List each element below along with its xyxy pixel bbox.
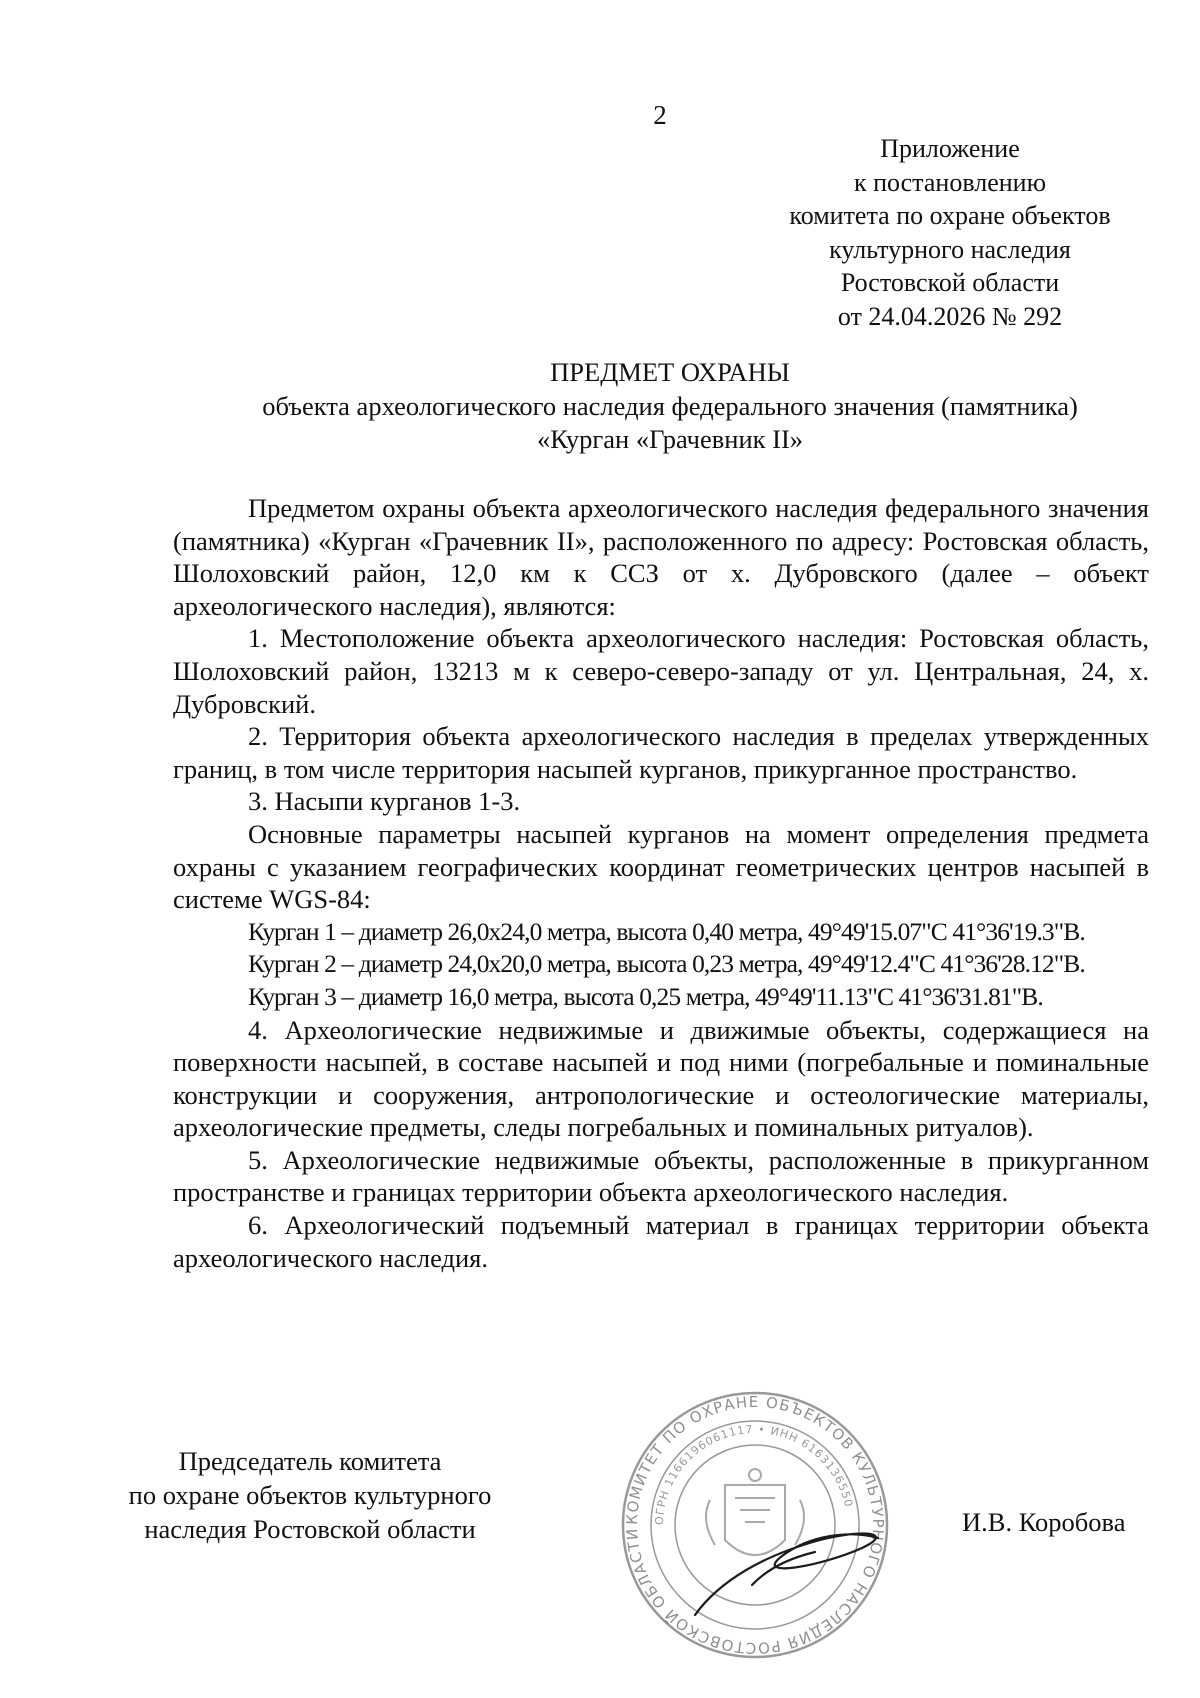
list-item: 1. Местоположение объекта археологического наследия: Ростовская область, Шолоховский район, 13213 м к северо-северо-западу от ул. Центральная, 24, х. Дубровский. (173, 623, 1149, 719)
seal-inner-text: ОГРН 1166196061117 • ИНН 6163136550 (652, 1422, 856, 1526)
kurgan-line: Курган 2 – диаметр 24,0х20,0 метра, высота 0,23 метра, 49°49'12.4"С 41°36'28.12"В. (248, 949, 1085, 979)
title-block (160, 356, 1180, 457)
intro-paragraph: Предметом охраны объекта археологического наследия федерального значения (памятника) «Курган «Грачевник II», расположенного по адресу: Ростовская область, Шолоховский район, 12,0 км к ССЗ от х. Дубровского (далее – объект археологического наследия), являются: (173, 493, 1149, 621)
list-item: 5. Археологические недвижимые объекты, расположенные в прикурганном пространстве и границах территории объекта археологического наследия. (173, 1144, 1149, 1208)
page-number: 2 (653, 100, 667, 130)
document-title: ПРЕДМЕТ ОХРАНЫ (550, 357, 790, 387)
kurgan-line: Курган 3 – диаметр 16,0 метра, высота 0,25 метра, 49°49'11.13"С 41°36'31.81"В. (248, 981, 1043, 1011)
seal-outer-text: КОМИТЕТ ПО ОХРАНЕ ОБЪЕКТОВ КУЛЬТУРНОГО НАСЛЕДИЯ РОСТОВСКОЙ ОБЛАСТИ (622, 1392, 888, 1658)
approval-line: Приложение (880, 134, 1020, 163)
params-paragraph: Основные параметры насыпей курганов на момент определения предмета охраны с указанием географических координат геометрических центров насыпей в системе WGS-84: (173, 818, 1149, 915)
document-body (173, 492, 1149, 1274)
document-subtitle: объекта археологического наследия федерального значения (памятника) (262, 390, 1078, 421)
approval-line: культурного наследия (829, 234, 1071, 264)
signer-position-line: наследия Ростовской области (144, 1514, 476, 1544)
signer-position-line: Председатель комитета (178, 1446, 442, 1476)
signer-position-line: по охране объектов культурного (128, 1480, 492, 1510)
signer-position (110, 1444, 510, 1546)
approval-line: от 24.04.2026 № 292 (837, 301, 1063, 331)
official-seal-stamp (600, 1380, 910, 1670)
list-item: 6. Археологический подъемный материал в границах территории объекта археологического наследия. (173, 1210, 1149, 1273)
approval-line: комитета по охране объектов (789, 201, 1111, 230)
approval-block (740, 132, 1160, 333)
kurgan-line: Курган 1 – диаметр 26,0х24,0 метра, высота 0,40 метра, 49°49'15.07"С 41°36'19.3"В. (248, 916, 1085, 946)
approval-line: Ростовской области (840, 268, 1060, 297)
object-name: «Курган «Грачевник II» (536, 424, 804, 454)
list-item: 3. Насыпи курганов 1-3. (248, 786, 521, 817)
signer-name: И.В. Коробова (962, 1507, 1126, 1537)
list-item: 2. Территория объекта археологического наследия в пределах утвержденных границ, в том числе территория насыпей курганов, прикурганное пространство. (173, 721, 1149, 784)
approval-line: к постановлению (853, 167, 1047, 197)
list-item: 4. Археологические недвижимые и движимые объекты, содержащиеся на поверхности насыпей, в составе насыпей и под ними (погребальные и поминальные конструкции и сооружения, антропологические и остеологические материалы, археологические предметы, следы погребальных и поминальных ритуалов). (173, 1014, 1149, 1143)
seal-emblem-icon (706, 1469, 804, 1555)
